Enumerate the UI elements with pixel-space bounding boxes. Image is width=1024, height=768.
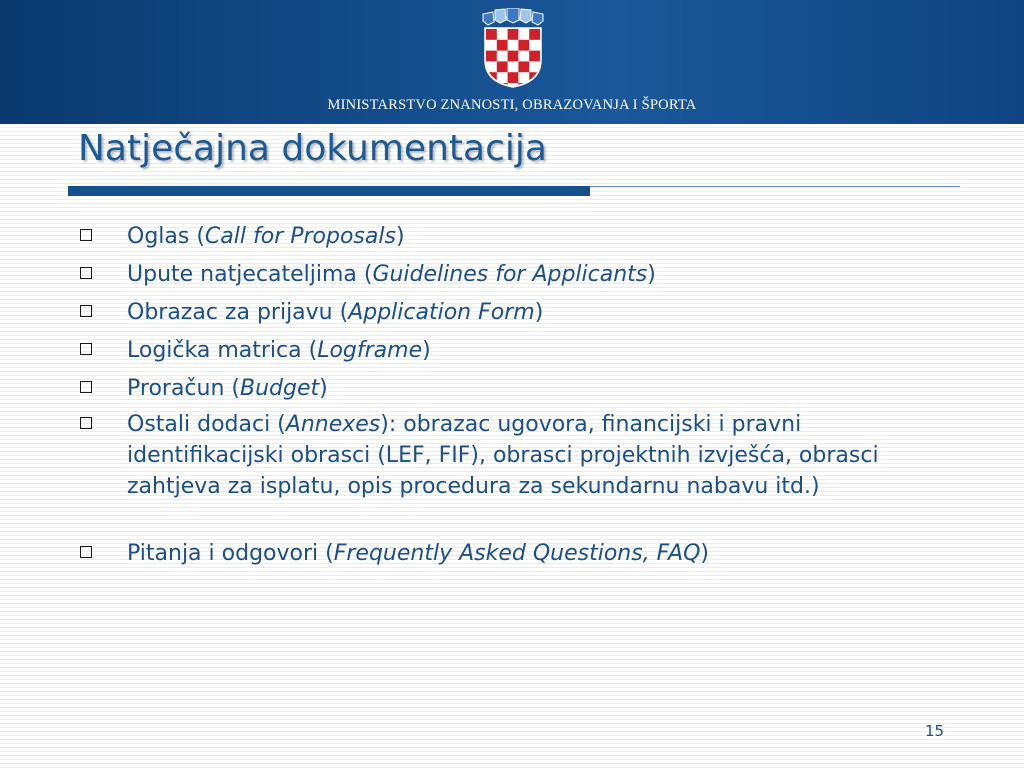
item-text-italic: Application Form (348, 300, 535, 325)
item-text-tail: ) (647, 262, 656, 287)
item-text-tail: ) (534, 300, 544, 325)
item-text-tail: ) (319, 376, 328, 401)
square-bullet-icon (80, 546, 92, 558)
crest-check (508, 29, 519, 40)
item-text-tail: ) (422, 338, 431, 363)
title-underline-thin (590, 186, 960, 187)
crest-check (518, 61, 529, 72)
crest-check (518, 40, 529, 51)
crest-check (497, 61, 508, 72)
crest-check (508, 72, 519, 83)
item-text-italic: Annexes (285, 412, 381, 437)
item-text-tail: ) (395, 224, 405, 249)
item-text-italic: Frequently Asked Questions, FAQ (333, 541, 701, 566)
item-text: Ostali dodaci ( (127, 412, 286, 437)
square-bullet-icon (80, 305, 92, 317)
crest-check (497, 40, 508, 51)
croatian-coat-of-arms-icon (480, 8, 546, 88)
title-underline-thick (68, 186, 590, 196)
square-bullet-icon (80, 229, 92, 241)
item-text-tail: ) (700, 541, 709, 566)
crest-check (486, 51, 497, 62)
item-text: Obrazac za prijavu ( (127, 300, 349, 325)
crest-check (508, 51, 519, 62)
square-bullet-icon (80, 267, 92, 279)
square-bullet-icon (80, 417, 92, 429)
item-text-italic: Call for Proposals (204, 224, 396, 249)
page-number: 15 (925, 722, 945, 740)
item-text: Oglas ( (127, 224, 205, 249)
crest-check (486, 29, 497, 40)
item-text-italic: Budget (240, 376, 320, 401)
item-text: Upute natjecateljima ( (127, 262, 373, 287)
item-text-tail: ): obrazac ugovora, financijski i pravni identifikacijski obrasci (LEF, FIF), obrasci projektnih izvješća, obrasci zahtjeva za isplatu, opis procedura za sekundarnu nabavu itd.) (127, 412, 879, 499)
crest-check (529, 51, 540, 62)
square-bullet-icon (80, 343, 92, 355)
item-text-italic: Guidelines for Applicants (372, 262, 648, 287)
crest-check (529, 29, 540, 40)
item-text: Logička matrica ( (127, 338, 318, 363)
header-banner (0, 0, 1024, 124)
slide-title: Natječajna dokumentacija (78, 128, 547, 169)
square-bullet-icon (80, 381, 92, 393)
ministry-name: MINISTARSTVO ZNANOSTI, OBRAZOVANJA I ŠPORTA (327, 97, 697, 113)
item-text: Proračun ( (127, 376, 240, 401)
item-text-italic: Logframe (317, 338, 423, 363)
item-text: Pitanja i odgovori ( (127, 541, 334, 566)
